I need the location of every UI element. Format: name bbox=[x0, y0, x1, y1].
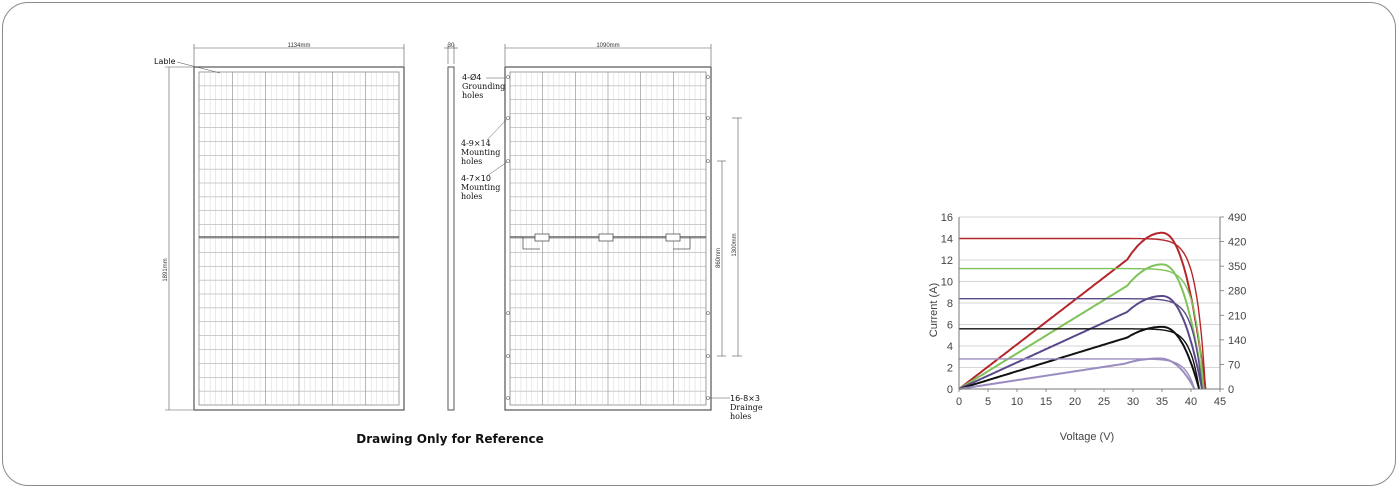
junction-box-center bbox=[599, 234, 613, 241]
y-tick-label: 14 bbox=[940, 233, 953, 246]
reference-caption: Drawing Only for Reference bbox=[356, 432, 544, 446]
svg-text:4-9×14: 4-9×14 bbox=[461, 139, 491, 148]
mount-spacing-inner: 860mm bbox=[716, 247, 722, 269]
x-axis-label: Voltage (V) bbox=[1059, 431, 1115, 443]
x-tick-label: 35 bbox=[1155, 396, 1169, 408]
x-tick-label: 15 bbox=[1039, 396, 1053, 408]
iv-chart bbox=[928, 212, 1246, 443]
label-callout: Lable bbox=[154, 57, 176, 66]
svg-text:holes: holes bbox=[462, 91, 484, 100]
mount-spacing-outer: 1300mm bbox=[732, 233, 738, 257]
svg-text:Grounding: Grounding bbox=[462, 82, 506, 91]
svg-text:16-8×3: 16-8×3 bbox=[730, 394, 760, 403]
svg-text:Mounting: Mounting bbox=[461, 148, 501, 157]
drainage-holes-note bbox=[730, 394, 763, 421]
x-tick-label: 40 bbox=[1184, 396, 1198, 408]
y2-tick-label: 420 bbox=[1228, 236, 1247, 249]
y-tick-label: 4 bbox=[946, 341, 953, 353]
svg-text:4-Ø4: 4-Ø4 bbox=[462, 73, 482, 82]
junction-box-left bbox=[535, 234, 549, 241]
y2-tick-label: 210 bbox=[1228, 310, 1247, 323]
y2-tick-label: 140 bbox=[1228, 334, 1247, 347]
y-tick-label: 12 bbox=[940, 255, 953, 267]
y-tick-label: 8 bbox=[946, 298, 953, 310]
power-curve bbox=[959, 296, 1202, 389]
y2-tick-label: 280 bbox=[1228, 285, 1247, 298]
front-view bbox=[154, 43, 404, 410]
x-tick-label: 30 bbox=[1126, 396, 1140, 408]
svg-text:Mounting: Mounting bbox=[461, 183, 501, 192]
y2-tick-label: 490 bbox=[1228, 212, 1247, 224]
front-height-dim: 1891mm bbox=[163, 258, 169, 282]
y2-tick-label: 350 bbox=[1228, 261, 1247, 274]
y-tick-label: 16 bbox=[940, 212, 953, 224]
y2-tick-label: 0 bbox=[1228, 384, 1235, 396]
y2-tick-label: 70 bbox=[1228, 359, 1241, 372]
svg-text:Drainge: Drainge bbox=[730, 403, 763, 412]
svg-text:holes: holes bbox=[730, 412, 752, 421]
grounding-holes-note bbox=[462, 72, 505, 100]
back-view bbox=[486, 43, 742, 410]
svg-text:holes: holes bbox=[461, 157, 483, 166]
x-tick-label: 45 bbox=[1213, 396, 1227, 408]
junction-box-right bbox=[666, 234, 680, 241]
x-tick-label: 5 bbox=[984, 396, 992, 408]
side-thickness-dim: 30 bbox=[447, 43, 455, 49]
y-tick-label: 2 bbox=[946, 362, 953, 375]
x-tick-label: 20 bbox=[1068, 396, 1082, 408]
x-tick-label: 10 bbox=[1010, 396, 1024, 408]
y-tick-label: 10 bbox=[940, 276, 953, 289]
back-width-dim: 1090mm bbox=[596, 43, 620, 49]
y-tick-label: 6 bbox=[946, 319, 953, 332]
mounting-holes-note-a bbox=[461, 139, 500, 166]
side-view bbox=[444, 43, 458, 410]
front-width-dim: 1134mm bbox=[287, 43, 311, 49]
mounting-holes-note-b bbox=[461, 174, 500, 201]
x-tick-label: 0 bbox=[955, 396, 963, 408]
x-tick-label: 25 bbox=[1097, 396, 1111, 408]
svg-text:holes: holes bbox=[461, 192, 483, 201]
y-axis-label: Current (A) bbox=[928, 282, 940, 338]
iv-curve bbox=[959, 299, 1202, 389]
svg-text:4-7×10: 4-7×10 bbox=[461, 174, 491, 183]
y-tick-label: 0 bbox=[946, 384, 953, 396]
